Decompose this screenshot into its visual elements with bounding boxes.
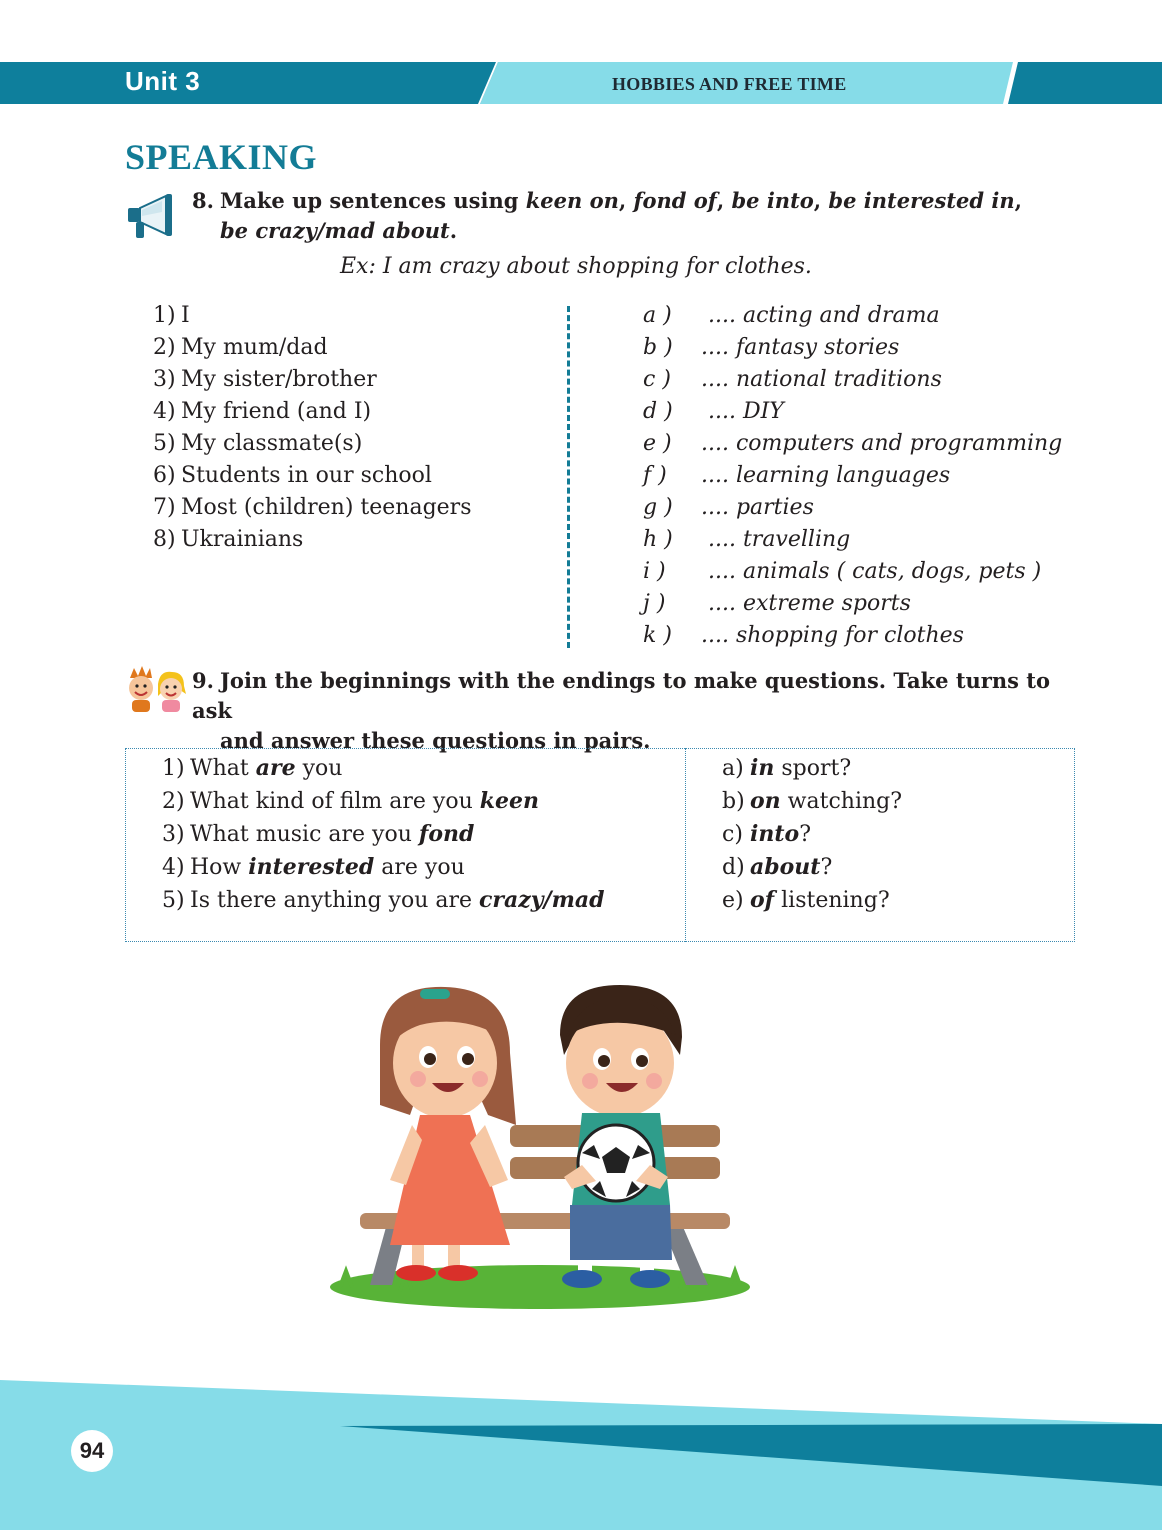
hobby-item <box>643 300 1062 332</box>
question-ending-post: listening? <box>774 888 890 913</box>
question-ending-keyword: about <box>750 854 821 880</box>
phrase-be-crazy-mad-about: be crazy/mad about <box>220 218 450 243</box>
subject-item-text: Most (children) teenagers <box>181 495 472 520</box>
question-ending-keyword: on <box>750 788 781 814</box>
unit-label: Unit 3 <box>125 66 201 96</box>
question-beginning-number: 1) <box>162 756 185 781</box>
hobby-item <box>643 460 1062 492</box>
subject-item-text: Ukrainians <box>181 527 304 552</box>
hobby-item-text: .... computers and programming <box>701 431 1063 456</box>
footer-band <box>0 1380 1162 1530</box>
question-beginning-pre: What music are you <box>190 822 419 847</box>
hobby-item-number: i ) <box>643 559 666 584</box>
subject-item-number: 1) <box>153 303 176 328</box>
hobby-item <box>643 524 1062 556</box>
subject-item-number: 2) <box>153 335 176 360</box>
hobby-item-text: .... animals ( cats, dogs, pets ) <box>701 559 1042 584</box>
question-ending-number: b) <box>722 789 745 814</box>
question-ending-keyword: in <box>750 755 775 781</box>
hobby-item-text: .... parties <box>701 495 814 520</box>
task9-instruction <box>192 666 1082 756</box>
question-ending <box>722 884 902 917</box>
task8-prefix: Make up sentences using <box>220 188 526 213</box>
hobby-item <box>643 492 1062 524</box>
question-beginning <box>162 752 605 785</box>
question-ending-post: ? <box>820 855 833 880</box>
subject-item <box>153 492 471 524</box>
question-ending-post: sport? <box>774 756 852 781</box>
question-beginning-pre: What <box>190 756 256 781</box>
subject-item-number: 3) <box>153 367 176 392</box>
question-beginnings <box>162 752 605 917</box>
subject-item-number: 5) <box>153 431 176 456</box>
task8-example: Ex: I am crazy about shopping for clothes. <box>340 254 812 279</box>
unit-topic: HOBBIES AND FREE TIME <box>612 74 847 94</box>
hobby-item-text: .... fantasy stories <box>701 335 900 360</box>
hobby-item-text: .... learning languages <box>701 463 951 488</box>
questions-box-divider <box>685 748 686 942</box>
hobby-item-text: .... shopping for clothes <box>701 623 964 648</box>
question-beginning <box>162 884 605 917</box>
hobby-item-number: b ) <box>643 335 673 360</box>
question-ending <box>722 785 902 818</box>
task8-instruction: 8. Make up sentences using keen on, fond of, be into, be interested in, be crazy/mad about. <box>192 188 1022 243</box>
subject-item <box>153 364 471 396</box>
hobby-item-number: d ) <box>643 399 673 424</box>
subject-item-text: My sister/brother <box>181 367 377 392</box>
hobby-item <box>643 332 1062 364</box>
subject-item-text: My friend (and I) <box>181 399 372 424</box>
page-number: 94 <box>79 1438 105 1463</box>
question-beginning <box>162 785 605 818</box>
hobby-item-number: e ) <box>643 431 672 456</box>
hobby-item-text: .... travelling <box>701 527 851 552</box>
subject-item-text: My mum/dad <box>181 335 328 360</box>
question-beginning-keyword: keen <box>479 788 540 814</box>
question-beginning-keyword: fond <box>418 821 475 847</box>
phrase-keen-on: keen on <box>525 188 619 213</box>
subject-item-number: 6) <box>153 463 176 488</box>
subject-item-number: 8) <box>153 527 176 552</box>
hobby-item-text: .... DIY <box>701 399 784 424</box>
question-beginning-pre: Is there anything you are <box>190 888 480 913</box>
hobby-item-text: .... extreme sports <box>701 591 911 616</box>
question-beginning-post: are you <box>374 855 465 880</box>
hobby-item <box>643 364 1062 396</box>
question-ending-number: d) <box>722 855 745 880</box>
hobby-item-number: k ) <box>643 623 672 648</box>
objects-list <box>643 300 1062 652</box>
question-ending-post: watching? <box>780 789 903 814</box>
question-ending-keyword: into <box>750 821 800 847</box>
question-ending <box>722 851 902 884</box>
hobby-item-number: a ) <box>643 303 672 328</box>
hobby-item-number: j ) <box>643 591 666 616</box>
question-endings <box>722 752 902 917</box>
question-ending <box>722 752 902 785</box>
megaphone-icon <box>126 192 180 244</box>
question-beginning-number: 3) <box>162 822 185 847</box>
hobby-item-text: .... national traditions <box>701 367 942 392</box>
task9-line1: Join the beginnings with the endings to make questions. Take turns to ask <box>192 668 1050 723</box>
question-ending <box>722 818 902 851</box>
question-beginning <box>162 818 605 851</box>
task9-number: 9. <box>192 668 214 693</box>
hobby-item-number: f ) <box>643 463 667 488</box>
subject-item <box>153 332 471 364</box>
question-ending-post: ? <box>799 822 811 847</box>
phrase-be-into: be into <box>731 188 814 213</box>
phrase-be-interested-in: be interested in <box>828 188 1015 213</box>
question-beginning-number: 5) <box>162 888 185 913</box>
hobby-item <box>643 396 1062 428</box>
girl-and-boy-on-bench-illustration <box>320 975 760 1315</box>
subject-item <box>153 300 471 332</box>
question-beginning-pre: How <box>190 855 249 880</box>
task8-number: 8. <box>192 188 214 213</box>
question-beginning-post: you <box>295 756 343 781</box>
question-beginning-number: 2) <box>162 789 185 814</box>
hobby-item <box>643 620 1062 652</box>
subject-item-number: 7) <box>153 495 176 520</box>
section-title: SPEAKING <box>125 137 318 177</box>
question-beginning-keyword: crazy/mad <box>479 887 605 913</box>
question-ending-keyword: of <box>750 887 775 913</box>
hobby-item-text: .... acting and drama <box>701 303 940 328</box>
phrase-fond-of: fond of <box>633 188 717 213</box>
hobby-item <box>643 588 1062 620</box>
subject-item <box>153 396 471 428</box>
question-beginning-number: 4) <box>162 855 185 880</box>
hobby-item-number: g ) <box>643 495 673 520</box>
hobby-item-number: c ) <box>643 367 671 392</box>
subjects-list <box>153 300 471 556</box>
subject-item <box>153 428 471 460</box>
question-beginning-keyword: are <box>255 755 296 781</box>
question-ending-number: e) <box>722 888 744 913</box>
subject-item-text: My classmate(s) <box>181 431 363 456</box>
question-ending-number: c) <box>722 822 743 847</box>
subject-item-text: Students in our school <box>181 463 432 488</box>
subject-item <box>153 524 471 556</box>
task9-line2: and answer these questions in pairs. <box>220 728 651 753</box>
question-beginning-keyword: interested <box>248 854 375 880</box>
hobby-item <box>643 556 1062 588</box>
question-beginning-pre: What kind of film are you <box>190 789 480 814</box>
hobby-item <box>643 428 1062 460</box>
subject-item <box>153 460 471 492</box>
hobby-item-number: h ) <box>643 527 673 552</box>
column-divider <box>567 306 570 648</box>
kids-pair-icon <box>124 664 188 714</box>
subject-item-number: 4) <box>153 399 176 424</box>
question-ending-number: a) <box>722 756 744 781</box>
subject-item-text: I <box>181 303 190 328</box>
question-beginning <box>162 851 605 884</box>
